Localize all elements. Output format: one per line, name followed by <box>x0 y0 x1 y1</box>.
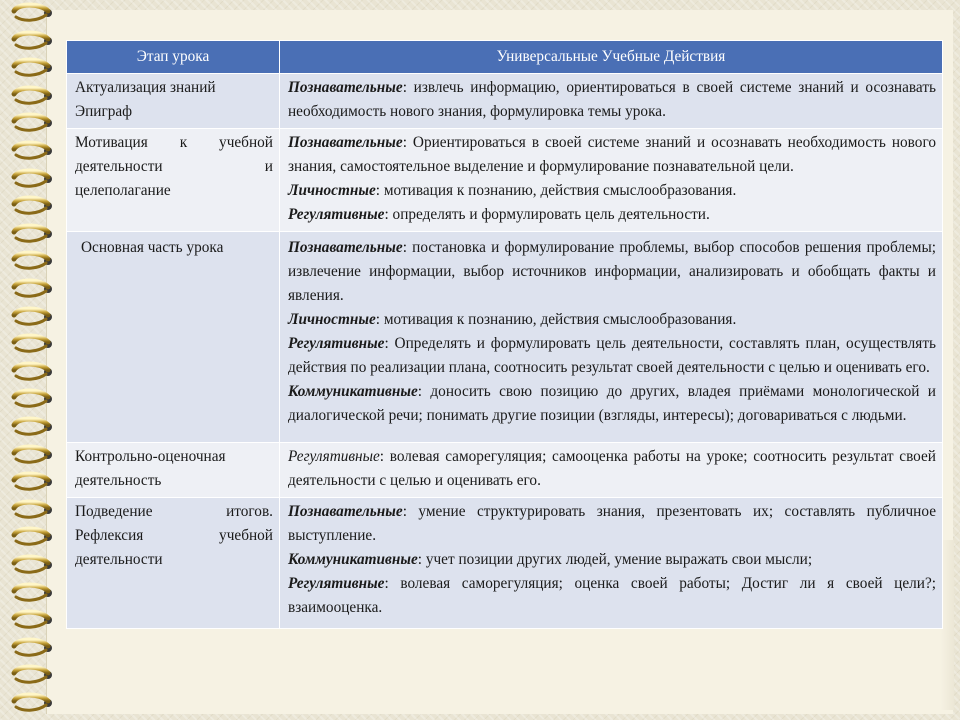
stage-line: Подведение итогов. <box>75 503 273 520</box>
spiral-ring <box>10 85 56 105</box>
header-actions: Универсальные Учебные Действия <box>280 41 943 74</box>
actions-cell <box>280 129 943 232</box>
actions-cell <box>280 443 943 498</box>
stage-line: Актуализация знаний <box>75 79 216 96</box>
spiral-ring <box>10 499 56 519</box>
action-label: Познавательные <box>288 503 403 520</box>
action-text: : волевая саморегуляция; самооценка работы на уроке; соотносить результат своей деятельности с целью и оценивать его. <box>288 448 936 489</box>
spiral-ring <box>10 582 56 602</box>
action-item <box>288 572 936 620</box>
action-label: Познавательные <box>288 239 403 256</box>
spiral-ring <box>10 57 56 77</box>
stage-line: Контрольно-оценочная <box>75 448 226 465</box>
action-text: : постановка и формулирование проблемы, выбор способов решения проблемы; извлечение информации, выбор источников информации, анализировать и обобщать факты и явления. <box>288 239 936 304</box>
action-text: : мотивация к познанию, действия смыслообразования. <box>375 182 737 199</box>
action-label: Коммуникативные <box>288 383 418 400</box>
action-label: Регулятивные <box>288 335 385 352</box>
action-label: Регулятивные <box>288 575 385 592</box>
uud-table <box>66 40 943 629</box>
action-label: Регулятивные <box>288 206 385 223</box>
spiral-binding <box>0 0 62 720</box>
spiral-ring <box>10 471 56 491</box>
table-row <box>67 232 943 443</box>
action-text: : мотивация к познанию, действия смыслообразования. <box>375 311 737 328</box>
action-label: Регулятивные <box>288 448 380 465</box>
spiral-ring <box>10 112 56 132</box>
spiral-ring <box>10 526 56 546</box>
action-text: : учет позиции других людей, умение выражать свои мысли; <box>417 551 813 568</box>
stage-cell <box>67 498 280 629</box>
table-row <box>67 129 943 232</box>
actions-cell <box>280 232 943 443</box>
action-text: : Определять и формулировать цель деятельности, составлять план, осуществлять действия по реализации плана, соотносить результат своей деятельности с целью и оценивать его. <box>288 335 936 376</box>
action-text: : извлечь информацию, ориентироваться в своей системе знаний и осознавать необходимость нового знания, формулировка темы урока. <box>288 79 936 120</box>
stage-line: деятельности и <box>75 158 273 175</box>
action-item <box>288 236 936 308</box>
stage-line: Эпиграф <box>75 103 133 120</box>
spiral-ring <box>10 416 56 436</box>
table-row <box>67 74 943 129</box>
action-item <box>288 203 936 227</box>
action-item <box>288 445 936 493</box>
action-label: Личностные <box>288 311 376 328</box>
action-text: : волевая саморегуляция; оценка своей работы; Достиг ли я своей цели?; взаимооценка. <box>288 575 936 616</box>
actions-cell <box>280 74 943 129</box>
action-item <box>288 500 936 548</box>
spiral-ring <box>10 140 56 160</box>
action-text: : Ориентироваться в своей системе знаний и осознавать необходимость нового знания, самостоятельное выделение и формулирование познавательной цели. <box>288 134 936 175</box>
action-label: Личностные <box>288 182 376 199</box>
action-item <box>288 76 936 124</box>
action-item <box>288 308 936 332</box>
spiral-ring <box>10 692 56 712</box>
table-row <box>67 443 943 498</box>
spiral-ring <box>10 278 56 298</box>
action-text: : определять и формулировать цель деятельности. <box>384 206 710 223</box>
action-item <box>288 380 936 438</box>
stage-cell <box>67 129 280 232</box>
spiral-ring <box>10 195 56 215</box>
spiral-ring <box>10 609 56 629</box>
stage-line: деятельность <box>75 472 162 489</box>
spiral-ring <box>10 444 56 464</box>
action-item <box>288 131 936 179</box>
actions-cell <box>280 498 943 629</box>
spiral-ring <box>10 30 56 50</box>
spiral-ring <box>10 250 56 270</box>
spiral-ring <box>10 223 56 243</box>
stage-line: Рефлексия учебной <box>75 527 273 544</box>
action-label: Познавательные <box>288 134 403 151</box>
stage-cell <box>67 74 280 129</box>
table-row <box>67 498 943 629</box>
spiral-ring <box>10 664 56 684</box>
action-text: : умение структурировать знания, презентовать их; составлять публичное выступление. <box>288 503 936 544</box>
spiral-ring <box>10 388 56 408</box>
spiral-ring <box>10 168 56 188</box>
stage-cell <box>67 443 280 498</box>
spiral-ring <box>10 2 56 22</box>
spiral-ring <box>10 361 56 381</box>
stage-line: деятельности <box>75 551 163 568</box>
action-item <box>288 332 936 380</box>
stage-line: Мотивация к учебной <box>75 134 273 151</box>
action-item <box>288 179 936 203</box>
action-label: Познавательные <box>288 79 403 96</box>
spiral-ring <box>10 637 56 657</box>
action-label: Коммуникативные <box>288 551 418 568</box>
header-stage: Этап урока <box>67 41 280 74</box>
action-item <box>288 548 936 572</box>
spiral-ring <box>10 306 56 326</box>
spiral-ring <box>10 333 56 353</box>
stage-line: Основная часть урока <box>81 239 224 256</box>
stage-line: целеполагание <box>75 182 171 199</box>
stage-cell <box>67 232 280 443</box>
spiral-ring <box>10 554 56 574</box>
action-text: : доносить свою позицию до других, владея приёмами монологической и диалогической речи; понимать другие позиции (взгляды, интересы); договариваться с людьми. <box>288 383 936 424</box>
table-header-row <box>67 41 943 74</box>
